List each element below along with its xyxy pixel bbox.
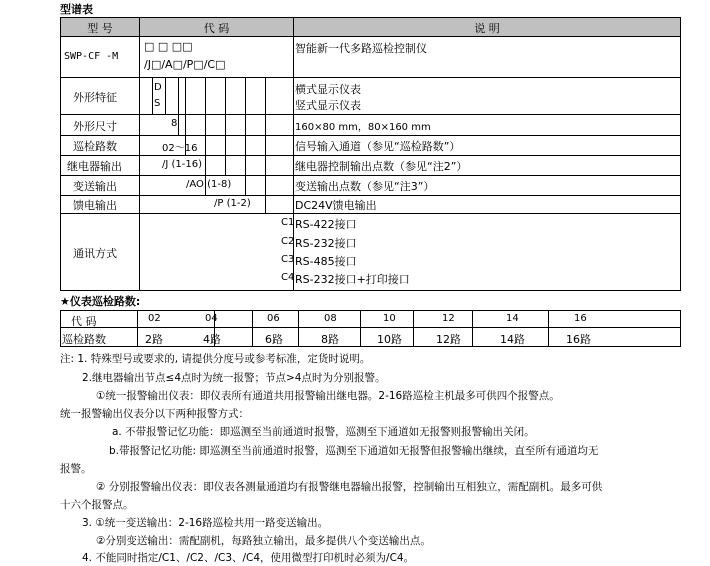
- code-cell: 14: [506, 313, 519, 324]
- code-d: D: [154, 82, 162, 93]
- code-c1: C1: [281, 217, 295, 228]
- code-cell: 16: [574, 313, 587, 324]
- note-2e-line2: 十六个报警点。: [60, 499, 134, 511]
- code-cell: 08: [324, 313, 337, 324]
- code-line-2: /J□/A□/P□/C□: [144, 58, 226, 71]
- code-feed: /P (1-2): [214, 198, 251, 209]
- note-2: 2.继电器输出节点≤4点时为统一报警；节点>4点时为分别报警。: [82, 372, 386, 384]
- desc-c2: RS-232接口: [295, 237, 357, 250]
- desc-main: 智能新一代多路巡检控制仪: [295, 42, 427, 55]
- channels-cell: 10路: [377, 333, 402, 346]
- channels-cell: 8路: [321, 333, 339, 346]
- code-transmit: /AO (1-8): [186, 179, 232, 190]
- row-label-relay: 继电器输出: [67, 160, 122, 173]
- desc-relay: 继电器控制输出点数（参见“注2”）: [295, 160, 468, 173]
- channels-row2-label: 巡检路数: [62, 333, 106, 346]
- channels-row1-label: 代 码: [71, 315, 97, 328]
- desc-size: 160×80 mm，80×160 mm: [295, 122, 431, 133]
- code-cell: 02: [148, 313, 161, 324]
- desc-transmit: 变送输出点数（参见“注3”）: [295, 180, 435, 193]
- channels-cell: 14路: [500, 333, 525, 346]
- row-label-channels: 巡检路数: [73, 140, 117, 153]
- row-label-size: 外形尺寸: [73, 120, 117, 133]
- desc-feed: DC24V馈电输出: [295, 199, 377, 212]
- desc-c1: RS-422接口: [295, 218, 357, 231]
- code-s: S: [154, 98, 161, 109]
- code-cell: 10: [383, 313, 396, 324]
- code-relay: /J (1-16): [162, 159, 202, 170]
- note-1: 注: 1. 特殊型号或要求的, 请提供分度号或参考标准，定货时说明。: [60, 353, 371, 365]
- note-2d-line1: b.带报警记忆功能: 即巡测至当前通道时报警，巡测至下通道如无报警但报警输出继续，直至所有通道均无: [109, 445, 599, 457]
- desc-vertical: 竖式显示仪表: [295, 99, 361, 112]
- channels-title: ★仪表巡检路数:: [60, 295, 141, 308]
- note-4: 4. 不能同时指定/C1、/C2、/C3、/C4，使用微型打印机时必须为/C4。: [82, 552, 415, 564]
- header-desc: 说 明: [474, 22, 500, 35]
- note-3a: 3. ①统一变送输出：2-16路巡检共用一路变送输出。: [82, 517, 329, 529]
- note-2e-line1: ② 分别报警输出仪表：即仪表各测量通道均有报警继电器输出报警，控制输出互相独立，需配副机。最多可供: [96, 481, 603, 493]
- desc-horizontal: 横式显示仪表: [295, 83, 361, 96]
- row-label-shape: 外形特征: [73, 91, 117, 104]
- desc-c3: RS-485接口: [295, 255, 357, 268]
- row-label-transmit: 变送输出: [73, 180, 117, 193]
- note-2d-line2: 报警。: [60, 463, 92, 475]
- channels-cell: 16路: [566, 333, 591, 346]
- model-value: SWP-CF -M: [64, 51, 119, 62]
- header-code: 代 码: [203, 22, 230, 35]
- note-2a: ①统一报警输出仪表：即仪表所有通道共用报警输出继电器。2-16路巡检主机最多可供四个报警点。: [96, 390, 560, 402]
- code-size: 8: [171, 118, 178, 129]
- table-title: 型谱表: [60, 3, 93, 16]
- channels-cell: 12路: [436, 333, 461, 346]
- desc-c4: RS-232接口+打印接口: [295, 273, 410, 286]
- code-c4: C4: [281, 272, 295, 283]
- code-cell: 06: [267, 313, 280, 324]
- row-label-feed: 馈电输出: [73, 199, 117, 212]
- channels-cell: 6路: [265, 333, 283, 346]
- channels-cell: 2路: [145, 333, 163, 346]
- channels-cell: 4路: [203, 333, 221, 346]
- code-line-1: □ □ □□: [144, 40, 193, 53]
- code-cell: 04: [205, 313, 218, 324]
- header-model: 型 号: [87, 22, 113, 35]
- code-channels: 02～16: [162, 143, 198, 154]
- code-cell: 12: [442, 313, 455, 324]
- note-2c: a. 不带报警记忆功能：即巡测至当前通道时报警，巡测至下通道如无报警则报警输出关闭。: [112, 426, 535, 438]
- code-c2: C2: [281, 236, 295, 247]
- desc-channels: 信号输入通道（参见“巡检路数”）: [295, 140, 461, 153]
- code-c3: C3: [281, 254, 295, 265]
- note-3b: ②分别变送输出：需配副机，每路独立输出，最多提供八个变送输出点。: [96, 535, 431, 547]
- row-label-comm: 通讯方式: [73, 247, 117, 260]
- note-2b: 统一报警输出仪表分以下两种报警方式：: [60, 408, 249, 420]
